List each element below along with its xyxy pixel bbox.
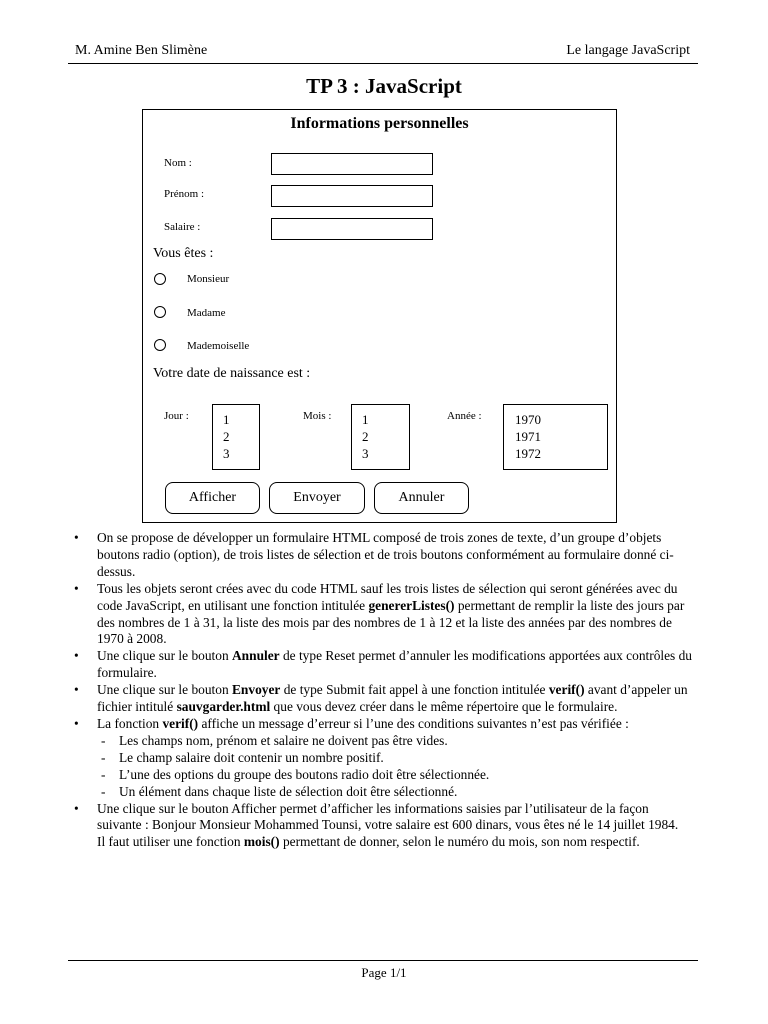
annee-option[interactable]: 1971 — [515, 429, 541, 444]
bullet-icon: • — [74, 682, 79, 698]
jour-select[interactable] — [212, 404, 260, 470]
nom-field[interactable] — [271, 153, 433, 175]
radio-monsieur-label: Monsieur — [187, 273, 230, 285]
condition-item: - Les champs nom, prénom et salaire ne doivent pas être vides. — [101, 732, 448, 748]
form-title: Informations personnelles — [290, 115, 469, 132]
nom-label: Nom : — [164, 157, 192, 169]
jour-option[interactable]: 2 — [223, 429, 230, 444]
jour-option[interactable]: 1 — [223, 412, 230, 427]
jour-label: Jour : — [164, 410, 189, 422]
prenom-label: Prénom : — [164, 188, 205, 200]
afficher-button[interactable]: Afficher — [165, 482, 260, 514]
list-item: • Tous les objets seront crées avec du code HTML sauf les trois listes de sélection qui seront générées avec du code JavaScript, en utilisant une fonction intitulée genererListes() permettant de remplir la liste des jours par des nombres de 1 à 31, la liste des mois par des nombres de 1 à 12 et la liste des années par des nombres de 1970 à 2008. — [74, 580, 685, 647]
header-rule — [68, 63, 698, 64]
annee-label: Année : — [447, 410, 482, 422]
condition-item: - L’une des options du groupe des boutons radio doit être sélectionnée. — [101, 766, 490, 782]
header-subject: Le langage JavaScript — [566, 43, 690, 58]
bullet-icon: • — [74, 530, 79, 545]
instructions — [74, 530, 694, 851]
mois-option[interactable]: 1 — [362, 412, 369, 427]
jour-option[interactable]: 3 — [223, 446, 230, 461]
mois-select[interactable] — [351, 404, 410, 470]
bullet-icon: • — [74, 800, 79, 816]
page-title: TP 3 : JavaScript — [306, 74, 462, 98]
salaire-field[interactable] — [271, 218, 433, 240]
envoyer-button[interactable]: Envoyer — [269, 482, 365, 514]
salaire-label: Salaire : — [164, 221, 201, 233]
date-label: Votre date de naissance est : — [153, 366, 311, 381]
mois-label: Mois : — [303, 410, 332, 422]
mois-option[interactable]: 3 — [362, 446, 369, 461]
condition-item: - Un élément dans chaque liste de sélection doit être sélectionné. — [101, 783, 458, 799]
list-item: • La fonction verif() affiche un message d’erreur si l’une des conditions suivantes n’est pas vérifiée : — [74, 715, 629, 731]
header-author: M. Amine Ben Slimène — [75, 43, 208, 58]
list-item: • On se propose de développer un formulaire HTML composé de trois zones de texte, d’un groupe d’objets boutons radio (option), de trois listes de sélection et de trois boutons conformément au formulaire donné ci-dessus. — [74, 530, 674, 579]
condition-item: - Le champ salaire doit contenir un nombre positif. — [101, 749, 384, 765]
footer-rule — [68, 960, 698, 961]
radio-mademoiselle[interactable] — [154, 339, 166, 351]
list-item: • Une clique sur le bouton Afficher permet d’afficher les informations saisies par l’utilisateur de la façon suivante : Bonjour Monsieur Mohammed Tounsi, votre salaire est 600 dinars, vous êtes né le 14 juillet 1984. Il faut utiliser une fonction mois() permettant de donner, selon le numéro du mois, son nom respectif. — [74, 800, 679, 850]
annee-option[interactable]: 1972 — [515, 446, 541, 461]
radio-monsieur[interactable] — [154, 273, 166, 285]
vous-etes-label: Vous êtes : — [153, 246, 214, 261]
list-item: • Une clique sur le bouton Envoyer de type Submit fait appel à une fonction intitulée verif() avant d’appeler un fichier intitulé sauvgarder.html que vous devez créer dans le même répertoire que le formulaire. — [74, 682, 688, 715]
annuler-button[interactable]: Annuler — [374, 482, 469, 514]
prenom-field[interactable] — [271, 185, 433, 207]
annee-select[interactable] — [503, 404, 608, 470]
bullet-icon: • — [74, 715, 79, 731]
mois-option[interactable]: 2 — [362, 429, 369, 444]
bullet-icon: • — [74, 648, 79, 664]
page-number: Page 1/1 — [361, 965, 407, 980]
radio-madame[interactable] — [154, 306, 166, 318]
list-item: • Une clique sur le bouton Annuler de type Reset permet d’annuler les modifications apportées aux contrôles du formulaire. — [74, 648, 693, 681]
bullet-icon: • — [74, 580, 79, 596]
radio-mademoiselle-label: Mademoiselle — [187, 340, 250, 352]
form-mockup — [142, 109, 617, 523]
radio-madame-label: Madame — [187, 307, 226, 319]
annee-option[interactable]: 1970 — [515, 412, 541, 427]
